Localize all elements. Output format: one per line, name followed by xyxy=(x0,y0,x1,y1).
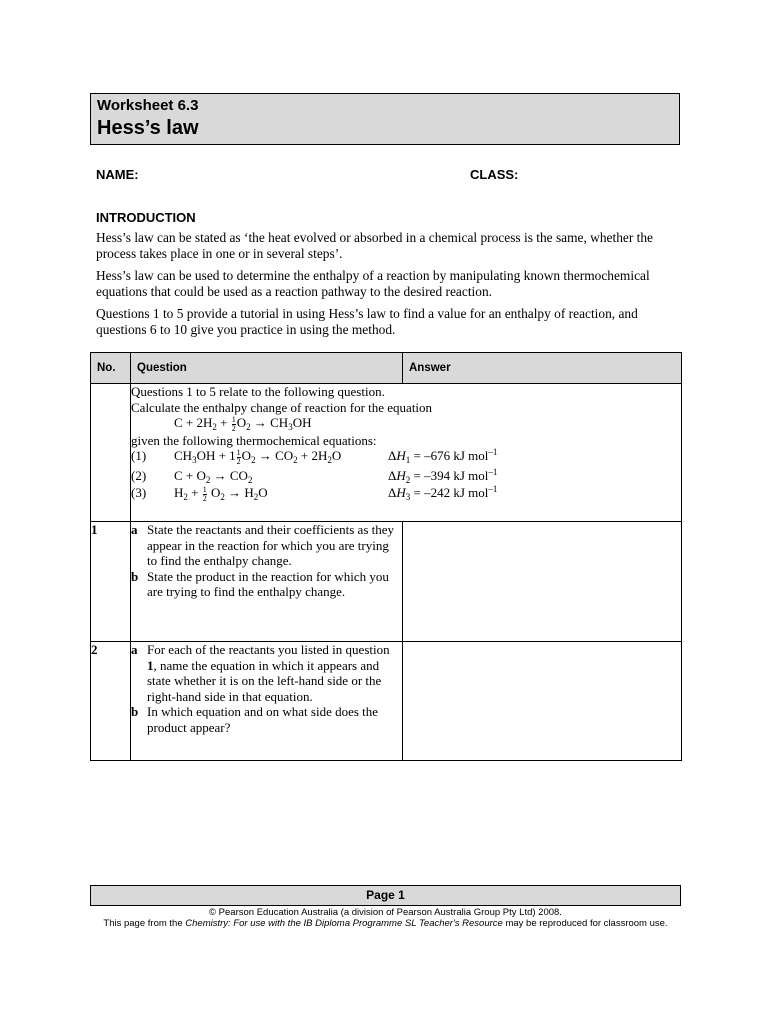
intro-line-2: Calculate the enthalpy change of reaction for the equation xyxy=(131,399,433,415)
intro-paragraph-3: Questions 1 to 5 provide a tutorial in using Hess’s law to find a value for an enthalpy of reaction, and questions 6 to 10 give you practice in using the method. xyxy=(96,306,638,337)
question-text: a For each of the reactants you listed in question 1, name the equation in which it appears and state whether it is on the left-hand side or the right-hand side in that equation. b In which equation and on what side does the product appear? xyxy=(131,642,403,761)
name-label: NAME: xyxy=(96,167,139,182)
question-number: 1 xyxy=(91,522,131,642)
intro-paragraph-1: Hess’s law can be stated as ‘the heat evolved or absorbed in a chemical process is the same, whether the process takes place in one or in several steps’. xyxy=(96,230,653,261)
equation-2: (2) $C + O_2 \to CO_2$ $\Delta H_2 = -394$ kJ mol$^{-1}$ xyxy=(131,466,498,485)
table-row xyxy=(91,384,682,522)
copyright-line: © Pearson Education Australia (a division of Pearson Australia Group Pty Ltd) 2008. xyxy=(209,907,562,918)
header-no: No. xyxy=(91,353,131,384)
page-title: Hess’s law xyxy=(97,117,199,139)
intro-block xyxy=(131,384,682,522)
target-equation: $C + 2H_2$ + $\frac{1}{2}$ $O_2 \to CH_3OH$ xyxy=(174,414,312,433)
table-row xyxy=(91,642,682,761)
intro-paragraph-2: Hess’s law can be used to determine the enthalpy of a reaction by manipulating known thermochemical equations that could be used as a reaction pathway to the desired reaction. xyxy=(96,268,650,299)
worksheet-label: Worksheet 6.3 xyxy=(97,97,199,114)
answer-cell[interactable] xyxy=(403,522,682,642)
header-question: Question xyxy=(131,353,403,384)
question-table xyxy=(90,352,682,761)
intro-line-1: Questions 1 to 5 relate to the following question. xyxy=(131,384,385,399)
header-answer: Answer xyxy=(403,353,682,384)
class-label: CLASS: xyxy=(470,167,519,182)
title-box xyxy=(90,93,680,145)
page-number: Page 1 xyxy=(90,885,681,906)
table-row xyxy=(91,522,682,642)
question-text: a State the reactants and their coefficients as they appear in the reaction for which you are trying to find the enthalpy change. b State the product in the reaction for which you are trying to find the enthalpy change. xyxy=(131,522,403,642)
table-header-row xyxy=(91,353,682,384)
equation-3: (3) $H_2$ + $\frac{1}{2}$ $O_2 \to H_2O$ $\Delta H_3 = -242$ kJ mol$^{-1}$ xyxy=(131,484,498,503)
answer-cell[interactable] xyxy=(403,642,682,761)
question-number: 2 xyxy=(91,642,131,761)
reproduction-notice: This page from the Chemistry: For use with the IB Diploma Programme SL Teacher's Resource may be reproduced for classroom use. xyxy=(103,918,668,929)
introduction-heading: INTRODUCTION xyxy=(96,210,196,225)
equation-1: (1) $CH_3OH + 1$ $\frac{1}{2}$ $O_2 \to CO_2 + 2H_2O$ $\Delta H_1 = -676$ kJ mol$^{-1}$ xyxy=(131,447,498,466)
given-line: given the following thermochemical equations: xyxy=(131,432,377,448)
